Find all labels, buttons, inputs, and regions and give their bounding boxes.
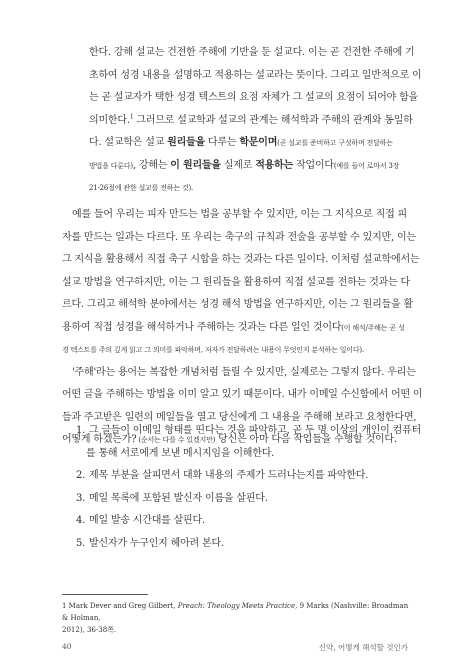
small-span: (곧 설교를 준비하고 구성하며 전달하는 (277, 139, 393, 147)
page-number: 40 (62, 642, 72, 651)
text-span: 용하여 직접 성경을 해석하거나 주해하는 것과는 다른 일인 것이다 (62, 321, 342, 333)
list-text: 발신자가 누구인지 헤아려 본다. (88, 537, 224, 549)
footnote-ref: 1 (129, 113, 134, 121)
list-item (76, 488, 406, 511)
text-line: 그 지식을 활용해서 직접 축구 시합을 하는 것과는 다른 일이다. 이처럼 설교학에서는 (62, 254, 420, 265)
text-line: 초하여 성경 내용을 설명하고 적용하는 설교라는 뜻이다. 그리고 일반적으로 이 (89, 69, 422, 81)
text-line: 한다. 강해 설교는 건전한 주해에 기반을 둔 설교다. 이는 곧 건전한 주해에 기 (89, 47, 415, 58)
list-number: 5. (76, 537, 86, 549)
text-span: 다루는 (204, 137, 240, 148)
footnote-line (62, 600, 410, 624)
text-line: 경 텍스트를 주의 깊게 읽고 그 의미를 파악하며, 저자가 전달하려는 내용이 무엇인지 분석하는 일이다). (62, 346, 364, 354)
text-line: 예를 들어 우리는 피자 만드는 법을 공부할 수 있지만, 이는 그 지식으로 직접 피 (72, 209, 407, 220)
small-span: (이 해석/주해는 곧 성 (341, 323, 405, 332)
text-line (89, 110, 413, 133)
small-span: (예를 들어 로마서 3장 (333, 161, 400, 170)
list-text: 그 글들이 이메일 형태를 띤다는 것을 파악하고, 곧 두 명 이상의 개인이 컴퓨터 (88, 425, 421, 436)
book-title: Preach: Theology Meets Practice (177, 602, 296, 610)
list-number: 3. (76, 492, 86, 504)
list-text: 를 통해 서로에게 보낸 메시지임을 이해한다. (86, 447, 275, 459)
bold-span: 학문이며 (239, 137, 278, 148)
text-line: 설교 방법을 연구하지만, 이는 그 원리들을 활용하여 직접 설교를 전하는 것과는 다 (62, 276, 410, 288)
text-line: 어떤 글을 주해하는 방법을 이미 알고 있기 때문이다. 내가 이메일 수신함에서 어떤 이 (62, 389, 423, 400)
text-span: 그러므로 설교학과 설교의 관계는 해석학과 주해의 관계와 동일하 (133, 114, 413, 126)
text-line: 르다. 그리고 해석학 분야에서는 성경 해석 방법을 연구하지만, 이는 그 원리들을 활 (62, 299, 413, 310)
text-line: 자를 만드는 일과는 다르다. 또 우리는 축구의 규칙과 전술을 공부할 수 있지만, 이는 (62, 231, 416, 243)
list-number: 2. (76, 470, 86, 481)
text-line (62, 317, 410, 340)
numbered-list (76, 420, 421, 555)
text-span: 다. 설교학은 설교 (89, 137, 168, 148)
bold-span: 적용하는 (255, 159, 294, 171)
text-line: '주해'라는 용어는 복잡한 개념처럼 들릴 수 있지만, 실제로는 그렇지 않다. 우리는 (72, 366, 416, 378)
indented-paragraph (89, 42, 422, 200)
text-span: 실제로 (220, 159, 256, 171)
list-item (76, 465, 406, 488)
list-text: 메일 발송 시간대를 살핀다. (88, 515, 205, 526)
bold-span: 이 원리들을 (170, 159, 221, 171)
text-span: 당신은 아마 다음 작업들을 수행할 것이다. (215, 434, 397, 445)
list-item (76, 533, 406, 556)
text-line (89, 132, 409, 155)
list-text: 메일 목록에 포함된 발신자 이름을 살핀다. (88, 492, 268, 504)
text-span: , 강해는 (132, 159, 171, 171)
running-title: 신약, 어떻게 해석할 것인가 (318, 643, 408, 652)
list-item (76, 510, 406, 533)
list-number: 1. (76, 425, 86, 436)
body-text (62, 204, 423, 452)
text-line: 21-26절에 관한 설교를 전하는 것). (89, 184, 194, 192)
footnote-line: 2012), 36-38쪽. (62, 626, 117, 634)
bold-span: 원리들을 (167, 137, 205, 148)
list-item-continuation (76, 443, 406, 466)
list-item (76, 420, 421, 443)
list-text: 제목 부분을 살피면서 대화 내용의 주제가 드러나는지를 파악한다. (88, 470, 369, 481)
text-line (89, 155, 409, 178)
text-line: 들과 주고받은 일련의 메일들을 열고 당신에게 그 내용을 주해해 보라고 요청한다면, (62, 411, 417, 423)
list-number: 4. (76, 515, 86, 526)
text-span: , 9 Marks (Nashville: Broadman & Holman, (62, 602, 409, 622)
text-span: 의미한다. (89, 114, 130, 126)
small-span: 방법을 다룬다) (89, 161, 133, 170)
small-span: (순서는 다를 수 있겠지만) (136, 436, 216, 444)
footnote (62, 600, 410, 636)
text-span: 1 Mark Dever and Greg Gilbert, (62, 602, 178, 610)
text-line: 는 곧 설교자가 택한 성경 텍스트의 요점 자체가 그 설교의 요점이 되어야 함을 (89, 92, 419, 103)
text-span: 작업이다 (293, 159, 334, 171)
footnote-divider (62, 594, 148, 595)
text-span: 어떻게 하겠는가? (62, 434, 137, 445)
